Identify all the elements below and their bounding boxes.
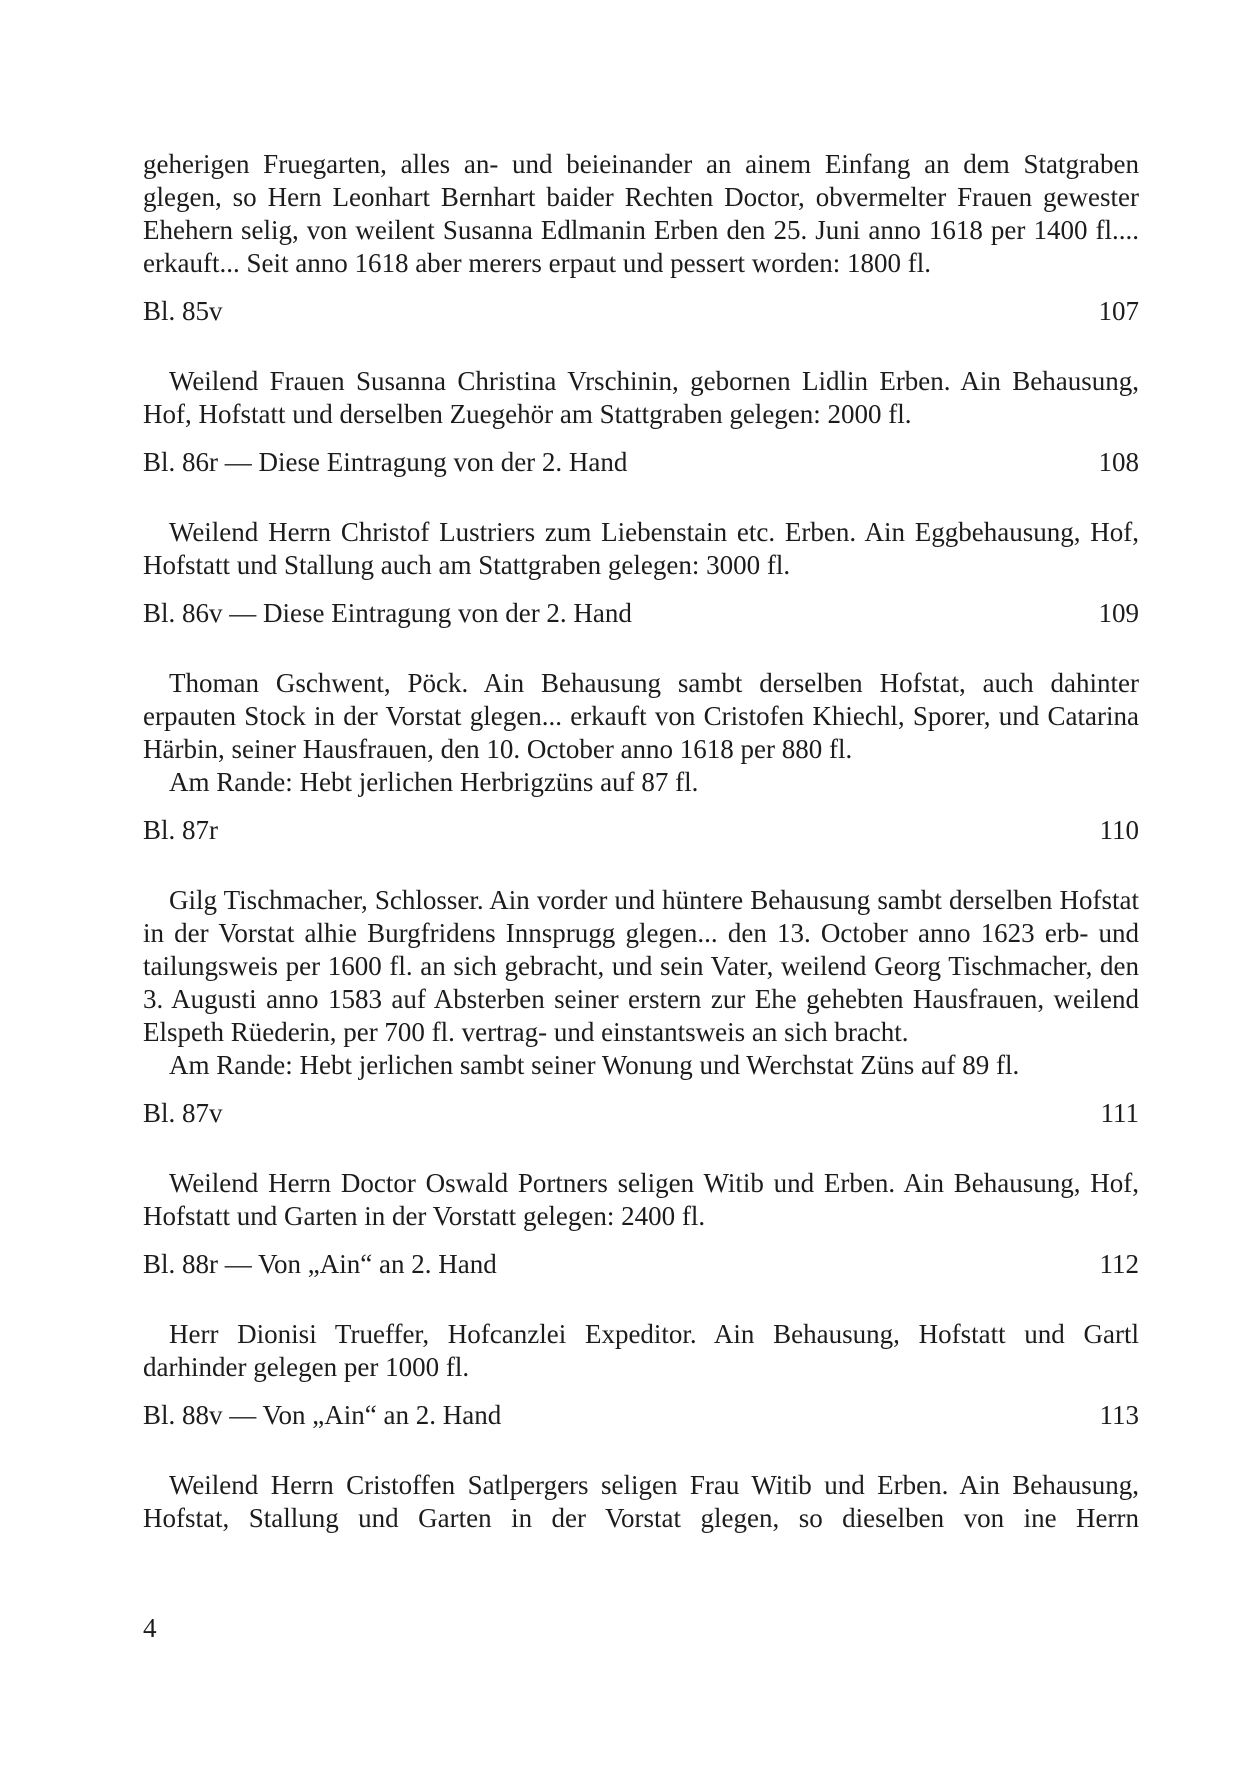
entry-number: 108 — [1098, 447, 1139, 477]
folio-reference-row — [143, 1248, 1139, 1281]
entry-text: Thoman Gschwent, Pöck. Ain Behausung sambt derselben Hofstat, auch dahinter erpauten Stock in der Vorstat glegen... erkauft von Cristofen Khiechl, Sporer, und Catarina Härbin, seiner Hausfrauen, den 10. October anno 1618 per 880 fl. — [143, 668, 1139, 764]
folio-reference: Bl. 85v — [143, 296, 223, 326]
page-body — [143, 148, 1139, 1535]
folio-reference-row — [143, 446, 1139, 479]
entry-110 — [143, 667, 1139, 847]
folio-reference: Bl. 87v — [143, 1098, 223, 1128]
entry-number: 107 — [1098, 296, 1139, 326]
entry-108 — [143, 365, 1139, 479]
entry-111 — [143, 884, 1139, 1130]
folio-reference: Bl. 87r — [143, 815, 219, 845]
folio-reference-row — [143, 1399, 1139, 1432]
page-number: 4 — [143, 1613, 157, 1643]
entry-number: 113 — [1099, 1400, 1139, 1430]
folio-reference: Bl. 86v — Diese Eintragung von der 2. Hand — [143, 598, 632, 628]
entry-number: 112 — [1099, 1249, 1139, 1279]
folio-reference: Bl. 86r — Diese Eintragung von der 2. Hand — [143, 447, 628, 477]
folio-reference-row — [143, 295, 1139, 328]
entry-text: Weilend Herrn Cristoffen Satlpergers seligen Frau Witib und Erben. Ain Behausung, Hofstat, Stallung und Garten in der Vorstat glegen, so dieselben von ine Herrn — [143, 1470, 1139, 1533]
margin-note: Am Rande: Hebt jerlichen Herbrigzüns auf 87 fl. — [169, 767, 699, 797]
intro-paragraph: geherigen Fruegarten, alles an- und beieinander an ainem Einfang an dem Statgraben glegen, so Hern Leonhart Bernhart baider Rechten Doctor, obvermelter Frauen gewester Ehehern selig, von weilent Susanna Edlmanin Erben den 25. Juni anno 1618 per 1400 fl.... erkauft... Seit anno 1618 aber merers erpaut und pessert worden: 1800 fl. — [143, 149, 1139, 278]
folio-reference-row — [143, 597, 1139, 630]
folio-reference: Bl. 88v — Von „Ain“ an 2. Hand — [143, 1400, 502, 1430]
entry-109 — [143, 516, 1139, 630]
entry-112 — [143, 1167, 1139, 1281]
entry-text: Weilend Herrn Christof Lustriers zum Liebenstain etc. Erben. Ain Eggbehausung, Hof, Hofstatt und Stallung auch am Stattgraben gelegen: 3000 fl. — [143, 517, 1139, 580]
folio-reference-row — [143, 1097, 1139, 1130]
entry-text: Herr Dionisi Trueffer, Hofcanzlei Expeditor. Ain Behausung, Hofstatt und Gartl darhinder gelegen per 1000 fl. — [143, 1319, 1139, 1382]
entry-number: 111 — [1100, 1098, 1139, 1128]
entry-number: 110 — [1099, 815, 1139, 845]
entry-text: Weilend Herrn Doctor Oswald Portners seligen Witib und Erben. Ain Behausung, Hof, Hofstatt und Garten in der Vorstatt gelegen: 2400 fl. — [143, 1168, 1139, 1231]
folio-reference-row — [143, 814, 1139, 847]
entry-text: Weilend Frauen Susanna Christina Vrschinin, gebornen Lidlin Erben. Ain Behausung, Hof, Hofstatt und derselben Zuegehör am Stattgraben gelegen: 2000 fl. — [143, 366, 1139, 429]
entry-number: 109 — [1098, 598, 1139, 628]
folio-reference: Bl. 88r — Von „Ain“ an 2. Hand — [143, 1249, 497, 1279]
entry-113 — [143, 1318, 1139, 1432]
entry-114-partial — [143, 1469, 1139, 1535]
entry-text: Gilg Tischmacher, Schlosser. Ain vorder und hüntere Behausung sambt derselben Hofstat in der Vorstat alhie Burgfridens Innsprugg glegen... den 13. October anno 1623 erb- und tailungsweis per 1600 fl. an sich gebracht, und sein Vater, weilend Georg Tischmacher, den 3. Augusti anno 1583 auf Absterben seiner erstern zur Ehe gehebten Hausfrauen, weilend Elspeth Rüederin, per 700 fl. vertrag- und einstantsweis an sich bracht. — [143, 885, 1139, 1047]
margin-note: Am Rande: Hebt jerlichen sambt seiner Wonung und Werchstat Züns auf 89 fl. — [169, 1050, 1020, 1080]
